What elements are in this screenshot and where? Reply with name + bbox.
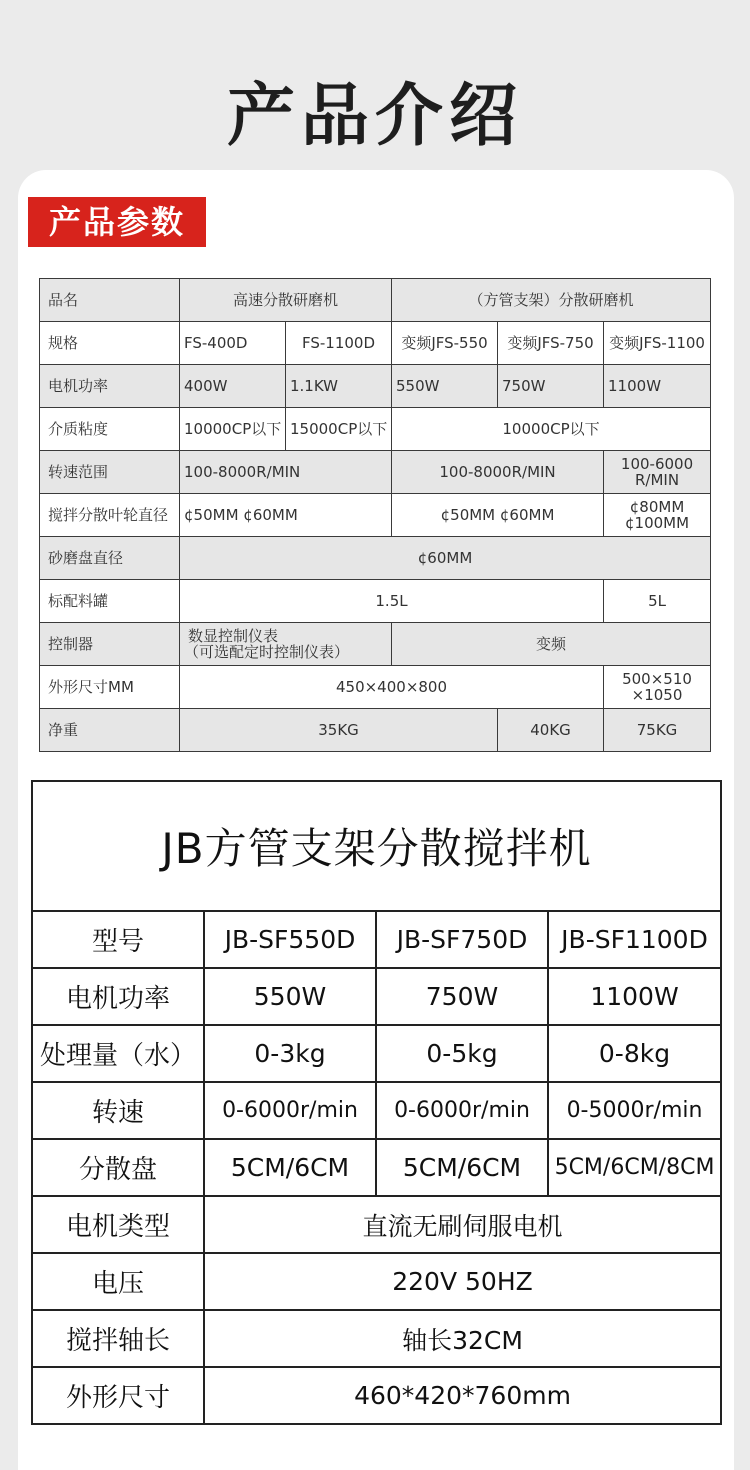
row-label: 型号 <box>32 911 204 968</box>
cell-line: R/MIN <box>634 471 680 489</box>
row-label: 电机类型 <box>32 1196 204 1253</box>
table-cell: JB-SF750D <box>376 911 548 968</box>
cell-line: 数显控制仪表 <box>188 627 279 645</box>
cell-line: 500×510 <box>622 670 692 688</box>
row-label: 介质粘度 <box>40 408 180 451</box>
table-cell: 460*420*760mm <box>204 1367 721 1424</box>
row-label: 电机功率 <box>32 968 204 1025</box>
table-cell: 1.5L <box>180 580 604 623</box>
cell-line: ¢100MM <box>624 514 690 532</box>
table-cell: 550W <box>204 968 376 1025</box>
table-cell: 0-8kg <box>548 1025 721 1082</box>
table-cell: 400W <box>180 365 286 408</box>
table-cell: FS-400D <box>180 322 286 365</box>
table-cell: JB-SF550D <box>204 911 376 968</box>
table-cell: 0-6000r/min <box>376 1082 548 1139</box>
table-cell: 直流无刷伺服电机 <box>204 1196 721 1253</box>
table-row <box>40 365 711 408</box>
table-row <box>40 666 711 709</box>
table-cell: 100-8000R/MIN <box>180 451 392 494</box>
table-cell: ¢50MM ¢60MM <box>392 494 604 537</box>
table-cell: 5L <box>604 580 711 623</box>
table-cell: ¢50MM ¢60MM <box>180 494 392 537</box>
table-row <box>32 1196 721 1253</box>
table-cell <box>604 666 711 709</box>
table-row <box>40 623 711 666</box>
table-cell: 1100W <box>548 968 721 1025</box>
row-label: 电压 <box>32 1253 204 1310</box>
table-row <box>40 537 711 580</box>
table-cell: 1100W <box>604 365 711 408</box>
table-cell: 450×400×800 <box>180 666 604 709</box>
table-cell: 0-5000r/min <box>548 1082 721 1139</box>
table-title: JB方管支架分散搅拌机 <box>32 781 721 911</box>
table-row <box>40 279 711 322</box>
table-row <box>40 408 711 451</box>
table-cell <box>604 494 711 537</box>
cell-line: ×1050 <box>631 686 683 704</box>
row-label: 品名 <box>40 279 180 322</box>
table-cell: 5CM/6CM/8CM <box>548 1139 721 1196</box>
row-label: 外形尺寸MM <box>40 666 180 709</box>
row-label: 搅拌轴长 <box>32 1310 204 1367</box>
table-row <box>32 911 721 968</box>
row-label: 净重 <box>40 709 180 752</box>
table-cell: 750W <box>498 365 604 408</box>
table-row <box>40 451 711 494</box>
table-cell: 10000CP以下 <box>392 408 711 451</box>
table-row <box>40 494 711 537</box>
table-row <box>32 1253 721 1310</box>
table-cell: JB-SF1100D <box>548 911 721 968</box>
section-badge: 产品参数 <box>28 197 206 247</box>
table-cell: FS-1100D <box>286 322 392 365</box>
row-label: 搅拌分散叶轮直径 <box>40 494 180 537</box>
table-cell: ¢60MM <box>180 537 711 580</box>
table-cell: 轴长32CM <box>204 1310 721 1367</box>
row-label: 处理量（水） <box>32 1025 204 1082</box>
table-cell: 10000CP以下 <box>180 408 286 451</box>
row-label: 标配料罐 <box>40 580 180 623</box>
table-cell: 35KG <box>180 709 498 752</box>
table-cell: 变频 <box>392 623 711 666</box>
table-cell: 750W <box>376 968 548 1025</box>
table-cell: 变频JFS-1100 <box>604 322 711 365</box>
table-row <box>32 781 721 911</box>
table-cell: 100-8000R/MIN <box>392 451 604 494</box>
table-row <box>40 322 711 365</box>
table-row <box>40 580 711 623</box>
table-cell: 0-3kg <box>204 1025 376 1082</box>
row-label: 分散盘 <box>32 1139 204 1196</box>
table-row <box>32 968 721 1025</box>
table-cell: 15000CP以下 <box>286 408 392 451</box>
row-label: 电机功率 <box>40 365 180 408</box>
row-label: 转速范围 <box>40 451 180 494</box>
table-cell: 550W <box>392 365 498 408</box>
row-label: 规格 <box>40 322 180 365</box>
table-row <box>32 1139 721 1196</box>
table-row <box>32 1310 721 1367</box>
cell-line: 100-6000 <box>620 455 694 473</box>
cell-line: ¢80MM <box>629 498 685 516</box>
table-row <box>32 1082 721 1139</box>
table-cell: 5CM/6CM <box>376 1139 548 1196</box>
table-cell: 75KG <box>604 709 711 752</box>
table-row <box>40 709 711 752</box>
table-cell: 变频JFS-550 <box>392 322 498 365</box>
jb-mixer-spec-table <box>31 780 722 1425</box>
row-label: 控制器 <box>40 623 180 666</box>
table-cell <box>180 623 392 666</box>
table-cell: 1.1KW <box>286 365 392 408</box>
table-cell: 高速分散研磨机 <box>180 279 392 322</box>
table-cell: 0-6000r/min <box>204 1082 376 1139</box>
table-cell: 220V 50HZ <box>204 1253 721 1310</box>
table-row <box>32 1025 721 1082</box>
row-label: 转速 <box>32 1082 204 1139</box>
table-cell: 40KG <box>498 709 604 752</box>
table-cell: （方管支架）分散研磨机 <box>392 279 711 322</box>
table-row <box>32 1367 721 1424</box>
table-cell <box>604 451 711 494</box>
page-title: 产品介绍 <box>226 77 523 156</box>
row-label: 外形尺寸 <box>32 1367 204 1424</box>
cell-line: （可选配定时控制仪表） <box>184 643 350 661</box>
table-cell: 0-5kg <box>376 1025 548 1082</box>
table-cell: 5CM/6CM <box>204 1139 376 1196</box>
product-parameters-table <box>39 278 711 752</box>
row-label: 砂磨盘直径 <box>40 537 180 580</box>
table-cell: 变频JFS-750 <box>498 322 604 365</box>
